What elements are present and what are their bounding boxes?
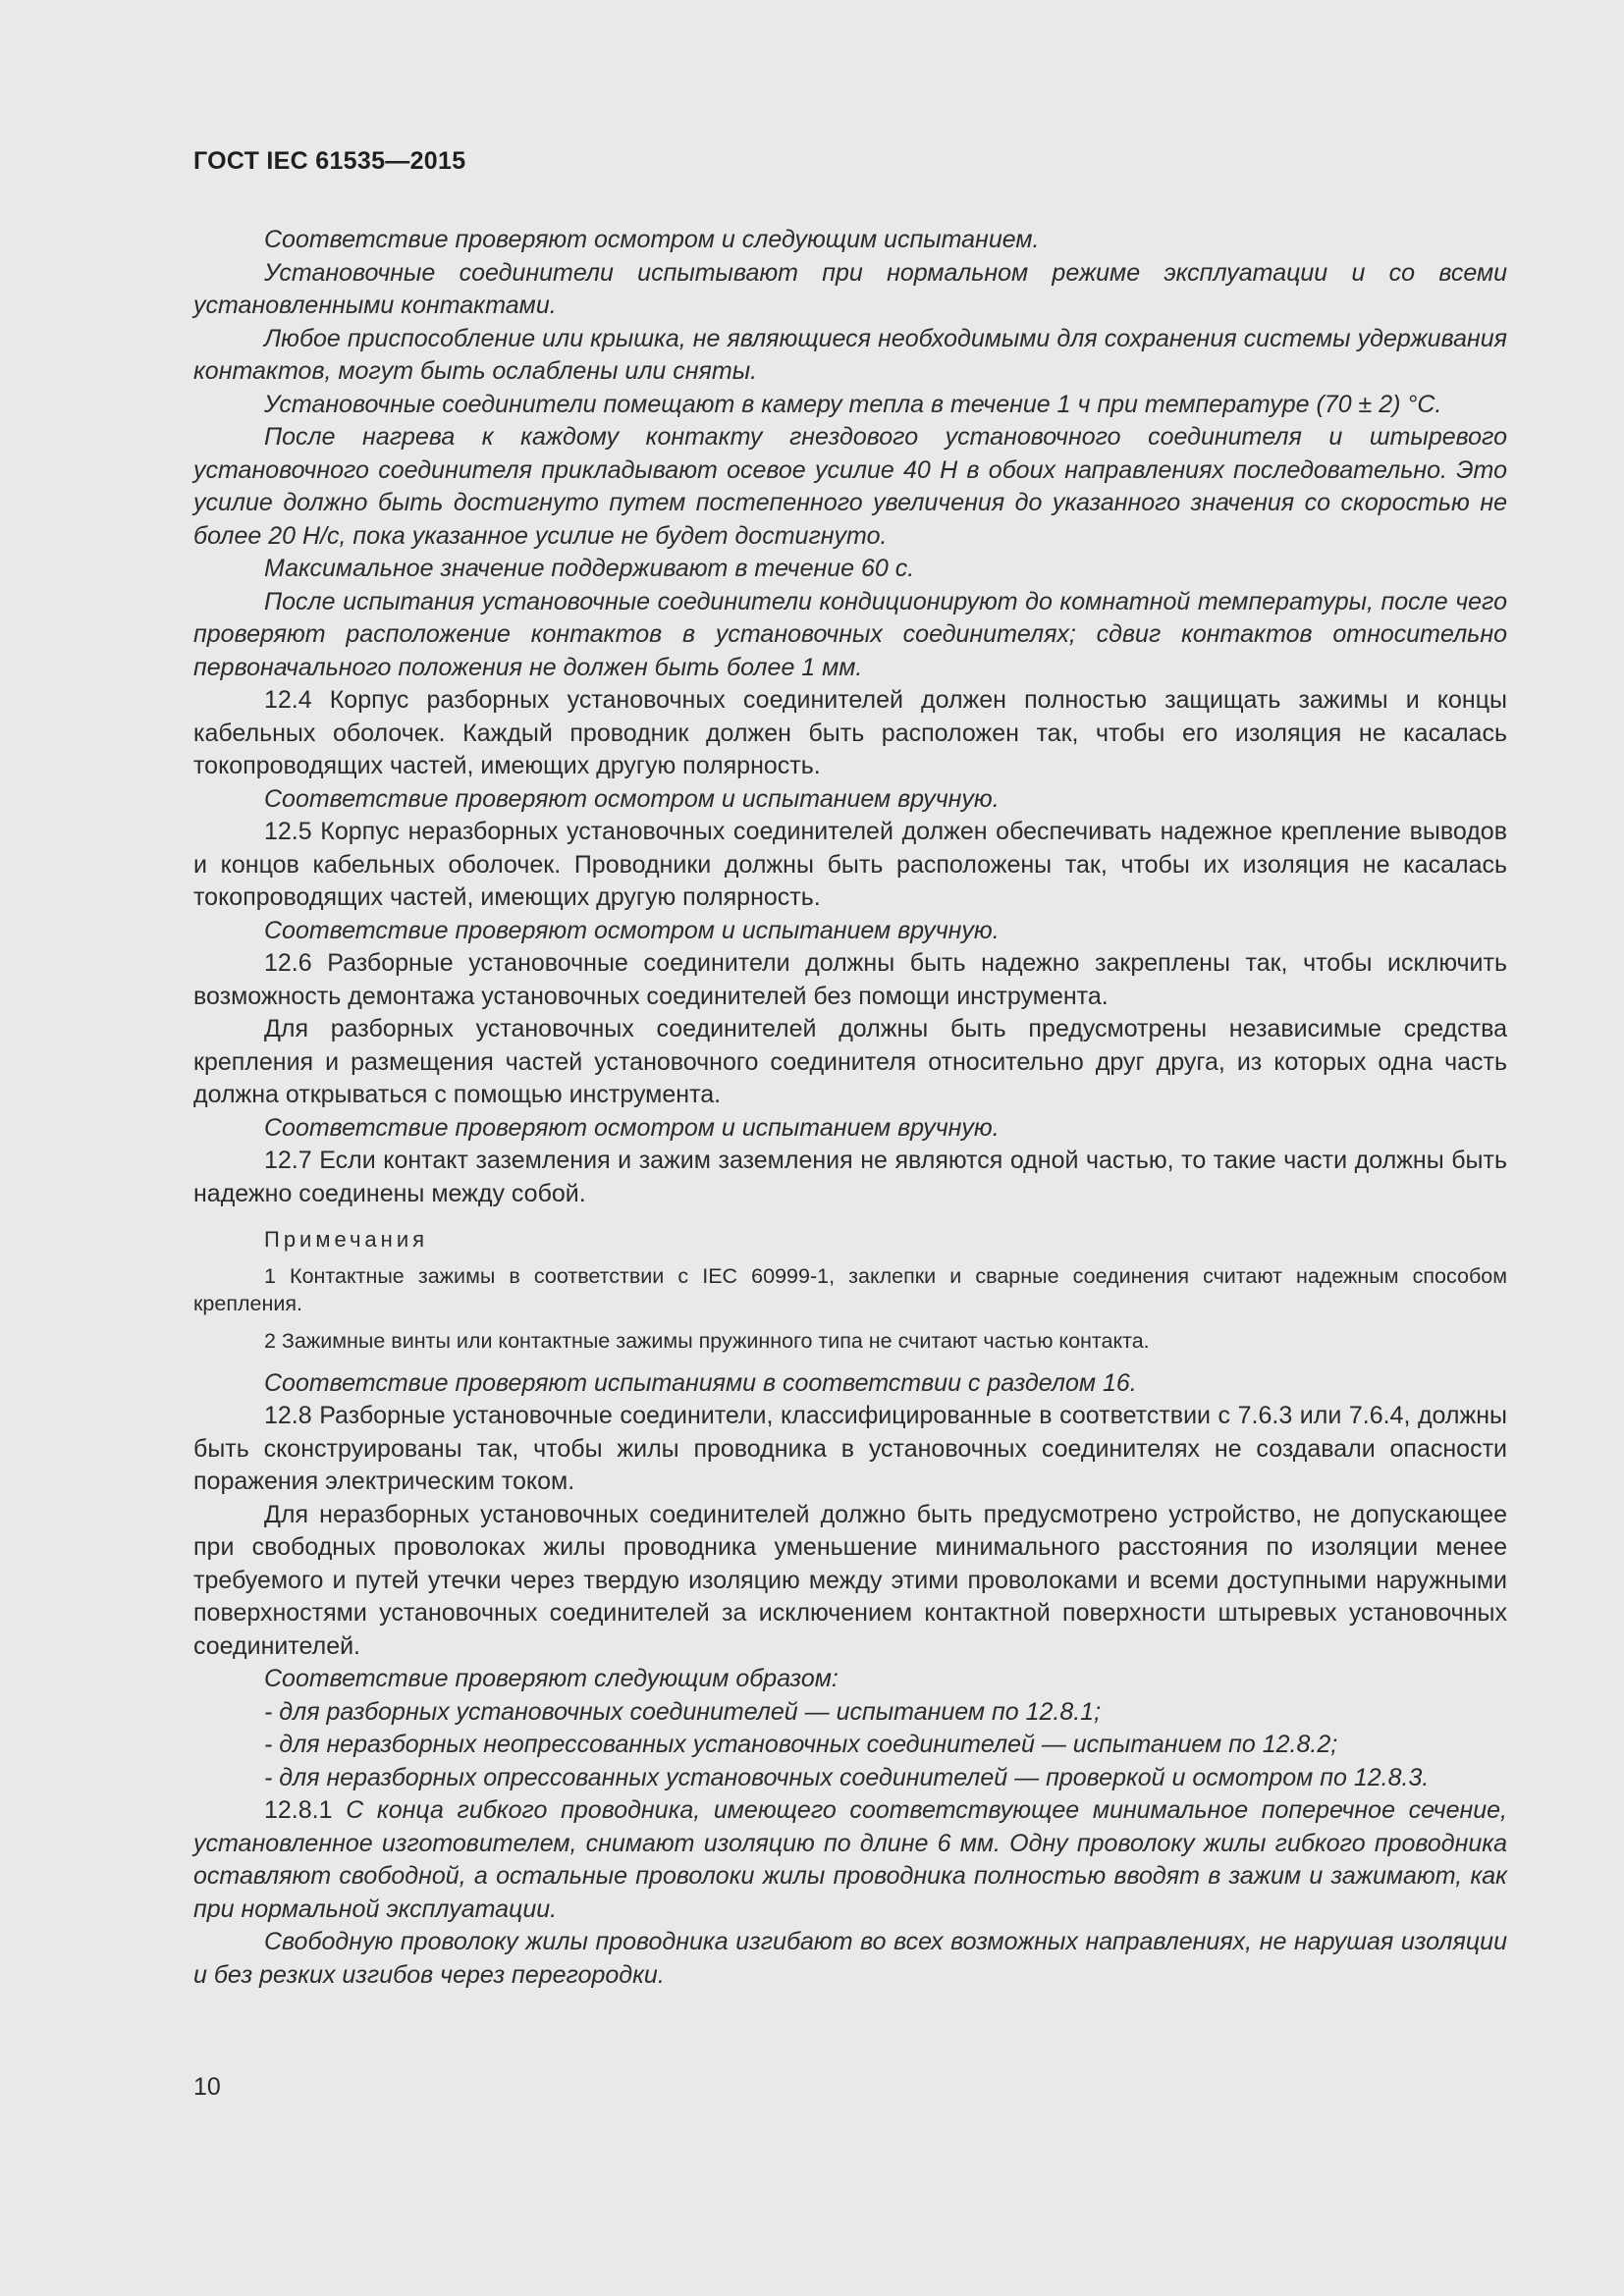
clause-12-4: 12.4 Корпус разборных установочных соединителей должен полностью защищать зажимы и концы кабельных оболочек. Каждый проводник должен быть расположен так, чтобы его изоляция не касалась токопроводящих частей, имеющих другую полярность. (193, 686, 1507, 779)
paragraph: Любое приспособление или крышка, не являющиеся необходимыми для сохранения системы удерживания контактов, могут быть ослаблены или сняты. (193, 324, 1507, 385)
clause-12-8-1 (193, 1794, 1507, 1926)
clause-text: С конца гибкого проводника, имеющего соответствующее минимальное поперечное сечение, установленное изготовителем, снимают изоляцию по длине 6 мм. Одну проволоку жилы гибкого проводника оставляют свободной, а остальные проволоки жилы проводника полностью вводят в зажим и зажимают, как при нормальной эксплуатации. (193, 1796, 1507, 1923)
clause-number: 12.8.1 (264, 1796, 333, 1824)
body-text (193, 224, 1507, 1992)
clause-12-7: 12.7 Если контакт заземления и зажим заземления не являются одной частью, то такие части должны быть надежно соединены между собой. (193, 1147, 1507, 1207)
page-number: 10 (193, 2073, 221, 2101)
note-2: 2 Зажимные винты или контактные зажимы пружинного типа не считают частью контакта. (264, 1328, 1150, 1353)
note-1: 1 Контактные зажимы в соответствии с IEC 60999-1, заклепки и сварные соединения считают надежным способом крепления. (193, 1263, 1507, 1315)
paragraph: Свободную проволоку жилы проводника изгибают во всех возможных направлениях, не нарушая изоляции и без резких изгибов через перегородки. (193, 1928, 1507, 1989)
list-item: - для разборных установочных соединителей — испытанием по 12.8.1; (264, 1697, 1102, 1726)
list-item: - для неразборных неопрессованных установочных соединителей — испытанием по 12.8.2; (264, 1731, 1338, 1758)
paragraph: Соответствие проверяют осмотром и испытанием вручную. (264, 1113, 1000, 1142)
paragraph: Установочные соединители помещают в камеру тепла в течение 1 ч при температуре (70 ± 2) °С. (264, 390, 1442, 418)
paragraph: После испытания установочные соединители кондиционируют до комнатной температуры, после чего проверяют расположение контактов в установочных соединителях; сдвиг контактов относительно первоначального положения не должен быть более 1 мм. (193, 587, 1507, 681)
clause-12-8: 12.8 Разборные установочные соединители, классифицированные в соответствии с 7.6.3 или 7.6.4, должны быть сконструированы так, чтобы жилы проводника в установочных соединителях не создавали опасности поражения электрическим током. (193, 1402, 1507, 1495)
paragraph: Установочные соединители испытывают при нормальном режиме эксплуатации и со всеми установленными контактами. (193, 258, 1507, 319)
paragraph: Соответствие проверяют осмотром и испытанием вручную. (264, 916, 1000, 944)
clause-12-6: 12.6 Разборные установочные соединители должны быть надежно закреплены так, чтобы исключить возможность демонтажа установочных соединителей без помощи инструмента. (193, 949, 1507, 1010)
clause-12-5: 12.5 Корпус неразборных установочных соединителей должен обеспечивать надежное крепление выводов и концов кабельных оболочек. Проводники должны быть расположены так, чтобы их изоляция не касалась токопроводящих частей, имеющих другую полярность. (193, 818, 1507, 911)
notes-heading: Примечания (264, 1227, 429, 1252)
list-item: - для неразборных опрессованных установочных соединителей — проверкой и осмотром по 12.8.3. (264, 1763, 1430, 1791)
paragraph: Для неразборных установочных соединителей должно быть предусмотрено устройство, не допускающее при свободных проволоках жилы проводника уменьшение минимального расстояния по изоляции менее требуемого и путей утечки через твердую изоляцию между этими проволоками и всеми доступными наружными поверхностями установочных соединителей за исключением контактной поверхности штыревых установочных соединителей. (193, 1500, 1507, 1660)
paragraph: Для разборных установочных соединителей должны быть предусмотрены независимые средства крепления и размещения частей установочного соединителя относительно друг друга, из которых одна часть должна открываться с помощью инструмента. (193, 1015, 1507, 1108)
standard-header: ГОСТ IEC 61535—2015 (193, 147, 466, 175)
paragraph: Соответствие проверяют испытаниями в соответствии с разделом 16. (264, 1368, 1137, 1397)
paragraph: Соответствие проверяют осмотром и испытанием вручную. (264, 784, 1000, 813)
paragraph: Максимальное значение поддерживают в течение 60 с. (264, 555, 915, 582)
paragraph: После нагрева к каждому контакту гнездового установочного соединителя и штыревого установочного соединителя прикладывают осевое усилие 40 Н в обоих направлениях последовательно. Это усилие должно быть достигнуто путем постепенного увеличения до указанного значения со скоростью не более 20 Н/с, пока указанное усилие не будет достигнуто. (193, 423, 1507, 550)
paragraph: Соответствие проверяют осмотром и следующим испытанием. (264, 226, 1040, 253)
paragraph: Соответствие проверяют следующим образом: (264, 1665, 839, 1692)
